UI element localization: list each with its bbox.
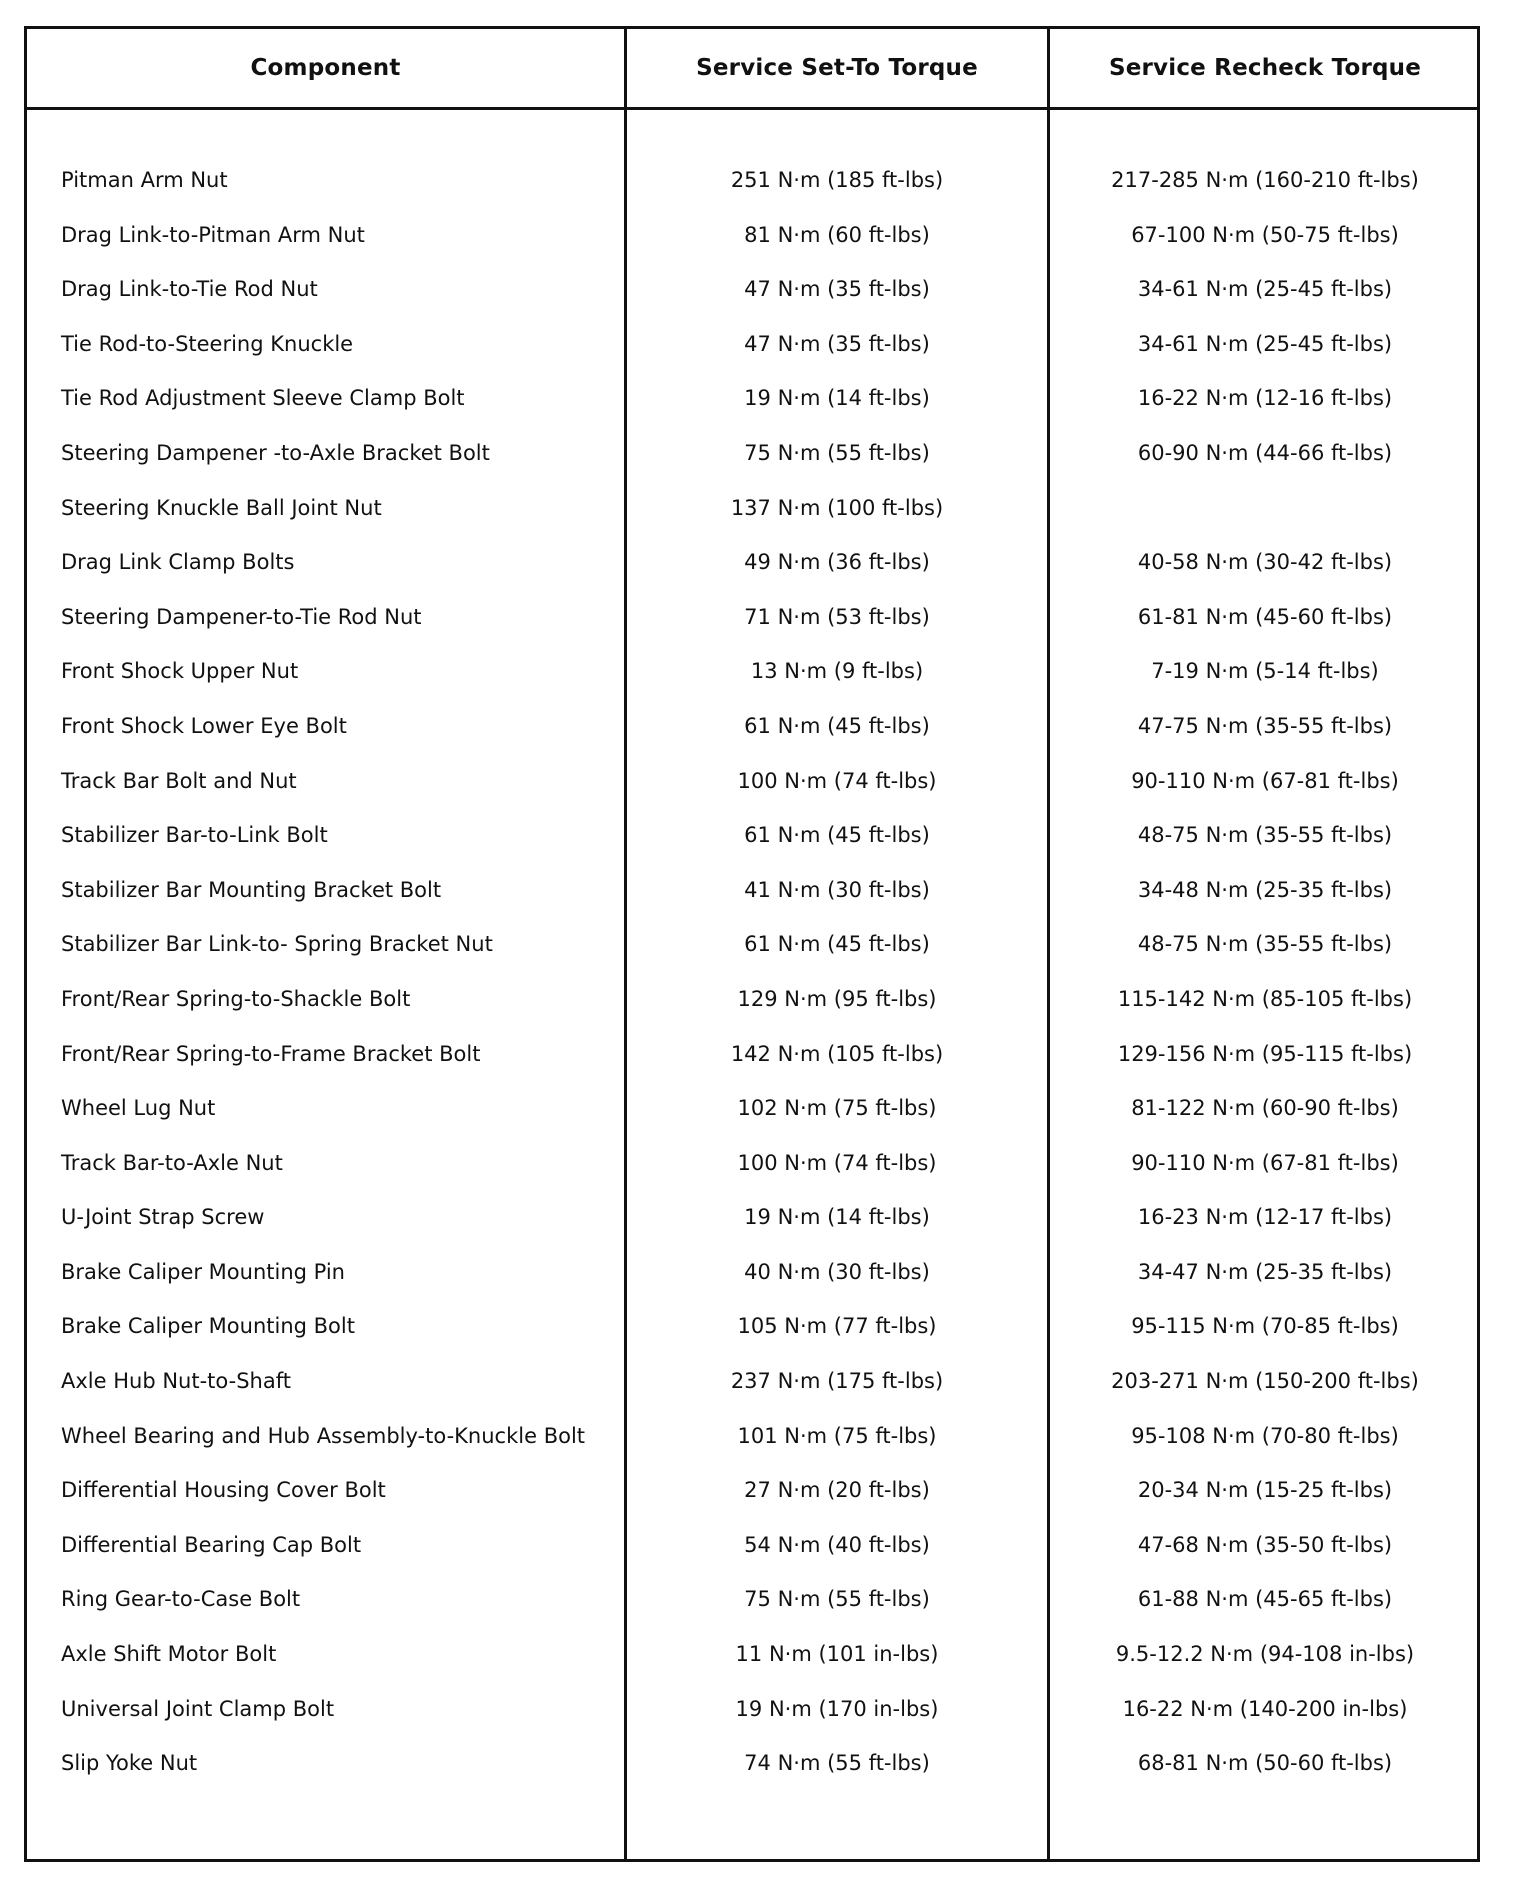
component-name: Track Bar-to-Axle Nut	[61, 1150, 283, 1175]
recheck-torque-value: 20-34 N·m (15-25 ft-lbs)	[1137, 1478, 1393, 1503]
set-to-torque-value: 61 N·m (45 ft-lbs)	[744, 932, 930, 957]
table-row	[27, 808, 1477, 863]
table-row	[27, 699, 1477, 754]
set-to-torque-value: 40 N·m (30 ft-lbs)	[744, 1259, 930, 1284]
header-set-to-torque: Service Set-To Torque	[696, 55, 978, 81]
table-row	[27, 1299, 1477, 1354]
set-to-torque-value: 61 N·m (45 ft-lbs)	[744, 713, 930, 738]
table-row	[27, 917, 1477, 972]
torque-table	[24, 26, 1480, 1862]
set-to-torque-value: 71 N·m (53 ft-lbs)	[744, 604, 930, 629]
recheck-torque-value: 90-110 N·m (67-81 ft-lbs)	[1131, 768, 1399, 793]
table-row	[27, 371, 1477, 426]
set-to-torque-value: 19 N·m (170 in-lbs)	[735, 1696, 939, 1721]
recheck-torque-value: 34-61 N·m (25-45 ft-lbs)	[1137, 277, 1393, 302]
table-body	[27, 153, 1477, 1791]
table-row	[27, 590, 1477, 645]
set-to-torque-value: 137 N·m (100 ft-lbs)	[730, 495, 944, 520]
recheck-torque-value: 115-142 N·m (85-105 ft-lbs)	[1117, 986, 1413, 1011]
set-to-torque-value: 100 N·m (74 ft-lbs)	[737, 768, 937, 793]
component-name: Universal Joint Clamp Bolt	[61, 1696, 335, 1721]
recheck-torque-value: 129-156 N·m (95-115 ft-lbs)	[1117, 1041, 1413, 1066]
set-to-torque-value: 61 N·m (45 ft-lbs)	[744, 823, 930, 848]
set-to-torque-value: 129 N·m (95 ft-lbs)	[737, 986, 937, 1011]
recheck-torque-value: 16-22 N·m (140-200 in-lbs)	[1122, 1696, 1408, 1721]
component-name: Ring Gear-to-Case Bolt	[61, 1587, 301, 1612]
component-name: Drag Link-to-Tie Rod Nut	[61, 277, 318, 302]
set-to-torque-value: 41 N·m (30 ft-lbs)	[744, 877, 930, 902]
recheck-torque-value: 90-110 N·m (67-81 ft-lbs)	[1131, 1150, 1399, 1175]
set-to-torque-value: 105 N·m (77 ft-lbs)	[737, 1314, 937, 1339]
component-name: U-Joint Strap Screw	[61, 1205, 265, 1230]
set-to-torque-value: 102 N·m (75 ft-lbs)	[737, 1096, 937, 1121]
component-name: Wheel Lug Nut	[61, 1096, 216, 1121]
component-name: Steering Dampener-to-Tie Rod Nut	[61, 604, 422, 629]
component-name: Pitman Arm Nut	[61, 168, 228, 192]
table-row	[27, 754, 1477, 809]
table-row	[27, 1682, 1477, 1737]
table-row	[27, 262, 1477, 317]
recheck-torque-value	[1050, 481, 1480, 536]
component-name: Stabilizer Bar Link-to- Spring Bracket Nut	[61, 932, 493, 957]
component-name: Stabilizer Bar Mounting Bracket Bolt	[61, 877, 442, 902]
recheck-torque-value: 60-90 N·m (44-66 ft-lbs)	[1137, 440, 1393, 465]
set-to-torque-value: 101 N·m (75 ft-lbs)	[737, 1423, 937, 1448]
header-divider	[27, 107, 1477, 110]
table-row	[27, 1463, 1477, 1518]
table-row	[27, 481, 1477, 536]
recheck-torque-value: 48-75 N·m (35-55 ft-lbs)	[1137, 823, 1393, 848]
recheck-torque-value: 47-68 N·m (35-50 ft-lbs)	[1137, 1532, 1393, 1557]
set-to-torque-value: 19 N·m (14 ft-lbs)	[744, 1205, 930, 1230]
recheck-torque-value: 34-61 N·m (25-45 ft-lbs)	[1137, 331, 1393, 356]
set-to-torque-value: 47 N·m (35 ft-lbs)	[744, 331, 930, 356]
component-name: Stabilizer Bar-to-Link Bolt	[61, 823, 328, 848]
set-to-torque-value: 237 N·m (175 ft-lbs)	[730, 1369, 944, 1394]
recheck-torque-value: 16-22 N·m (12-16 ft-lbs)	[1137, 386, 1393, 411]
set-to-torque-value: 251 N·m (185 ft-lbs)	[730, 168, 944, 192]
component-name: Differential Bearing Cap Bolt	[61, 1532, 362, 1557]
recheck-torque-value: 67-100 N·m (50-75 ft-lbs)	[1131, 222, 1399, 247]
table-row	[27, 1409, 1477, 1464]
recheck-torque-value: 61-81 N·m (45-60 ft-lbs)	[1137, 604, 1393, 629]
recheck-torque-value: 61-88 N·m (45-65 ft-lbs)	[1137, 1587, 1393, 1612]
table-row	[27, 208, 1477, 263]
recheck-torque-value: 95-108 N·m (70-80 ft-lbs)	[1131, 1423, 1399, 1448]
component-name: Wheel Bearing and Hub Assembly-to-Knuckle Bolt	[61, 1423, 586, 1448]
set-to-torque-value: 49 N·m (36 ft-lbs)	[744, 550, 930, 575]
table-row	[27, 1518, 1477, 1573]
component-name: Axle Hub Nut-to-Shaft	[61, 1369, 291, 1394]
component-name: Slip Yoke Nut	[61, 1751, 198, 1776]
recheck-torque-value: 217-285 N·m (160-210 ft-lbs)	[1111, 168, 1419, 192]
set-to-torque-value: 75 N·m (55 ft-lbs)	[744, 1587, 930, 1612]
table-row	[27, 1627, 1477, 1682]
table-row	[27, 863, 1477, 918]
component-name: Tie Rod-to-Steering Knuckle	[61, 331, 354, 356]
table-row	[27, 535, 1477, 590]
component-name: Steering Knuckle Ball Joint Nut	[61, 495, 382, 520]
set-to-torque-value: 74 N·m (55 ft-lbs)	[744, 1751, 930, 1776]
recheck-torque-value: 34-47 N·m (25-35 ft-lbs)	[1137, 1259, 1393, 1284]
component-name: Brake Caliper Mounting Pin	[61, 1259, 345, 1284]
set-to-torque-value: 27 N·m (20 ft-lbs)	[744, 1478, 930, 1503]
recheck-torque-value: 7-19 N·m (5-14 ft-lbs)	[1151, 659, 1379, 684]
table-row	[27, 1245, 1477, 1300]
recheck-torque-value: 203-271 N·m (150-200 ft-lbs)	[1111, 1369, 1419, 1394]
set-to-torque-value: 100 N·m (74 ft-lbs)	[737, 1150, 937, 1175]
recheck-torque-value: 81-122 N·m (60-90 ft-lbs)	[1131, 1096, 1399, 1121]
table-row	[27, 153, 1477, 208]
set-to-torque-value: 75 N·m (55 ft-lbs)	[744, 440, 930, 465]
component-name: Axle Shift Motor Bolt	[61, 1642, 277, 1667]
table-row	[27, 1027, 1477, 1082]
table-row	[27, 1081, 1477, 1136]
table-row	[27, 1736, 1477, 1791]
table-row	[27, 317, 1477, 372]
component-name: Track Bar Bolt and Nut	[61, 768, 297, 793]
component-name: Steering Dampener -to-Axle Bracket Bolt	[61, 440, 490, 465]
set-to-torque-value: 54 N·m (40 ft-lbs)	[744, 1532, 930, 1557]
table-row	[27, 426, 1477, 481]
component-name: Differential Housing Cover Bolt	[61, 1478, 386, 1503]
recheck-torque-value: 47-75 N·m (35-55 ft-lbs)	[1137, 713, 1393, 738]
recheck-torque-value: 16-23 N·m (12-17 ft-lbs)	[1137, 1205, 1393, 1230]
component-name: Drag Link-to-Pitman Arm Nut	[61, 222, 365, 247]
table-row	[27, 972, 1477, 1027]
recheck-torque-value: 68-81 N·m (50-60 ft-lbs)	[1137, 1751, 1393, 1776]
recheck-torque-value: 95-115 N·m (70-85 ft-lbs)	[1131, 1314, 1399, 1339]
set-to-torque-value: 47 N·m (35 ft-lbs)	[744, 277, 930, 302]
recheck-torque-value: 9.5-12.2 N·m (94-108 in-lbs)	[1115, 1642, 1415, 1667]
table-row	[27, 1354, 1477, 1409]
component-name: Front/Rear Spring-to-Frame Bracket Bolt	[61, 1041, 481, 1066]
set-to-torque-value: 81 N·m (60 ft-lbs)	[744, 222, 930, 247]
component-name: Front/Rear Spring-to-Shackle Bolt	[61, 986, 411, 1011]
header-component: Component	[250, 55, 401, 81]
component-name: Tie Rod Adjustment Sleeve Clamp Bolt	[61, 386, 465, 411]
component-name: Front Shock Lower Eye Bolt	[61, 713, 347, 738]
table-row	[27, 1190, 1477, 1245]
header-recheck-torque: Service Recheck Torque	[1108, 55, 1422, 81]
component-name: Brake Caliper Mounting Bolt	[61, 1314, 355, 1339]
recheck-torque-value: 40-58 N·m (30-42 ft-lbs)	[1137, 550, 1393, 575]
table-row	[27, 644, 1477, 699]
recheck-torque-value: 34-48 N·m (25-35 ft-lbs)	[1137, 877, 1393, 902]
table-row	[27, 1572, 1477, 1627]
set-to-torque-value: 13 N·m (9 ft-lbs)	[750, 659, 924, 684]
set-to-torque-value: 11 N·m (101 in-lbs)	[735, 1642, 939, 1667]
recheck-torque-value: 48-75 N·m (35-55 ft-lbs)	[1137, 932, 1393, 957]
table-row	[27, 1136, 1477, 1191]
set-to-torque-value: 19 N·m (14 ft-lbs)	[744, 386, 930, 411]
component-name: Drag Link Clamp Bolts	[61, 550, 295, 575]
component-name: Front Shock Upper Nut	[61, 659, 299, 684]
set-to-torque-value: 142 N·m (105 ft-lbs)	[730, 1041, 944, 1066]
